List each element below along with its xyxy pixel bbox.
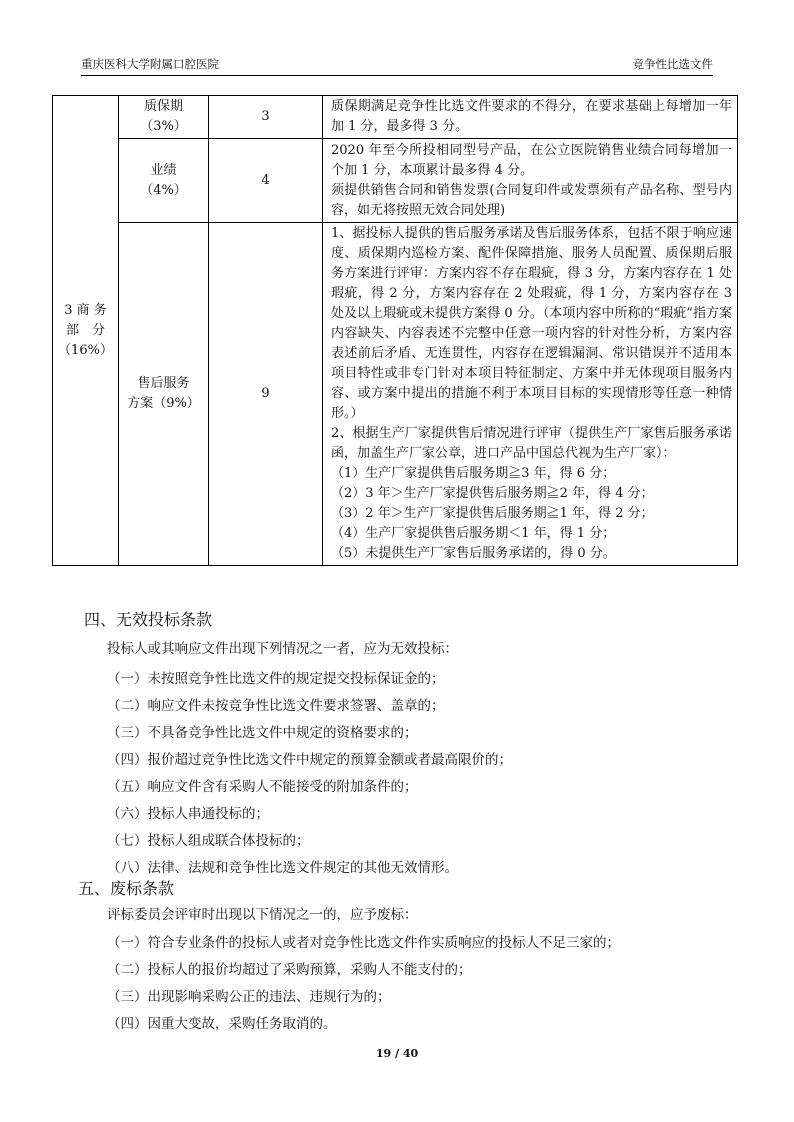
item-name: 业绩 xyxy=(150,162,177,178)
item-weight: 方案（9%） xyxy=(127,396,200,411)
page-header xyxy=(81,50,713,76)
item-cell xyxy=(119,139,209,223)
criteria-cell xyxy=(323,139,738,223)
criteria-cell xyxy=(323,223,738,566)
section-intro: 评标委员会评审时出现以下情况之一的，应予废标： xyxy=(107,907,418,923)
section-intro: 投标人或其响应文件出现下列情况之一者，应为无效投标： xyxy=(107,641,458,657)
table-row xyxy=(53,139,738,223)
list-item: （二）响应文件未按竞争性比选文件要求签署、盖章的； xyxy=(107,698,445,714)
criteria-text: （5）未提供生产厂家售后服务承诺的，得 0 分。 xyxy=(331,546,616,561)
criteria-text: （3）2 年＞生产厂家提供售后服务期≧1 年，得 2 分； xyxy=(331,506,654,521)
criteria-text: （1）生产厂家提供售后服务期≧3 年，得 6 分； xyxy=(331,466,616,481)
criteria-text: （2）3 年＞生产厂家提供售后服务期≧2 年，得 4 分； xyxy=(331,486,654,501)
list-item: （一）未按照竞争性比选文件的规定提交投标保证金的； xyxy=(107,671,445,687)
table-row xyxy=(53,223,738,566)
criteria-text: 2020 年至今所投相同型号产品，在公立医院销售业绩合同每增加一个加 1 分，本项累计最多得 4 分。 xyxy=(331,142,732,178)
group-weight: （16%） xyxy=(58,342,113,358)
section-title: 五、废标条款 xyxy=(78,879,175,898)
criteria-text: 质保期满足竞争性比选文件要求的不得分，在要求基础上每增加一年加 1 分，最多得 3 分。 xyxy=(331,99,732,134)
item-weight: （4%） xyxy=(140,182,187,198)
group-label: 部 分 xyxy=(65,322,105,338)
criteria-text: 1、据投标人提供的售后服务承诺及售后服务体系，包括不限于响应速度、质保期内巡检方案、配件保障措施、服务人员配置、质保期后服务方案进行评审：方案内容不存在瑕疵，得 3 分，方案内容存在 1 处瑕疵，得 2 分，方案内容存在 2 处瑕疵，得 1 分，方案内容存在 3 处及以上瑕疵或未提供方案得 0 分。（本项内容中所称的“瑕疵”指方案内容缺失、内容表述不完整中任意一项内容的针对性分析，方案内容表述前后矛盾、无连贯性，内容存在逻辑漏洞、常识错误并不适用本项目特性或非专门针对本项目特征制定、方案中并无体现项目服务内容、或方案中提出的措施不利于本项目目标的实现情形等任意一种情形。） xyxy=(331,226,732,421)
item-cell xyxy=(119,96,209,139)
criteria-text: 须提供销售合同和销售发票(合同复印件或发票须有产品名称、型号内容，如无将按照无效合同处理) xyxy=(331,182,732,218)
criteria-text: （4）生产厂家提供售后服务期＜1 年，得 1 分； xyxy=(331,526,616,541)
list-item: （三）不具备竞争性比选文件中规定的资格要求的； xyxy=(107,725,418,741)
score-cell: 4 xyxy=(209,139,323,223)
group-label: 3 商 务 xyxy=(64,302,107,318)
criteria-cell xyxy=(323,96,738,139)
group-cell xyxy=(53,96,119,566)
item-cell xyxy=(119,223,209,566)
section-title: 四、无效投标条款 xyxy=(84,610,213,629)
score-cell: 9 xyxy=(209,223,323,566)
list-item: （四）报价超过竞争性比选文件中规定的预算金额或者最高限价的； xyxy=(107,752,512,768)
list-item: （八）法律、法规和竞争性比选文件规定的其他无效情形。 xyxy=(107,860,458,876)
list-item: （三）出现影响采购公正的违法、违规行为的； xyxy=(107,989,391,1005)
scoring-table xyxy=(52,95,738,566)
list-item: （二）投标人的报价均超过了采购预算，采购人不能支付的； xyxy=(107,962,472,978)
criteria-text: 2、根据生产厂家提供售后情况进行评审（提供生产厂家售后服务承诺函，加盖生产厂家公章，进口产品中国总代视为生产厂家）： xyxy=(331,426,732,461)
item-weight: （3%） xyxy=(140,119,187,134)
item-name: 质保期 xyxy=(143,99,183,114)
page-number: 19 / 40 xyxy=(375,1047,419,1060)
list-item: （一）符合专业条件的投标人或者对竞争性比选文件作实质响应的投标人不足三家的； xyxy=(107,935,620,951)
list-item: （七）投标人组成联合体投标的； xyxy=(107,833,310,849)
list-item: （六）投标人串通投标的； xyxy=(107,806,269,822)
list-item: （五）响应文件含有采购人不能接受的附加条件的； xyxy=(107,779,418,795)
score-cell: 3 xyxy=(209,96,323,139)
item-name: 售后服务 xyxy=(137,376,190,391)
header-org: 重庆医科大学附属口腔医院 xyxy=(81,57,219,71)
table-row xyxy=(53,96,738,139)
list-item: （四）因重大变故，采购任务取消的。 xyxy=(107,1016,337,1032)
header-doc-title: 竞争性比选文件 xyxy=(632,57,713,71)
